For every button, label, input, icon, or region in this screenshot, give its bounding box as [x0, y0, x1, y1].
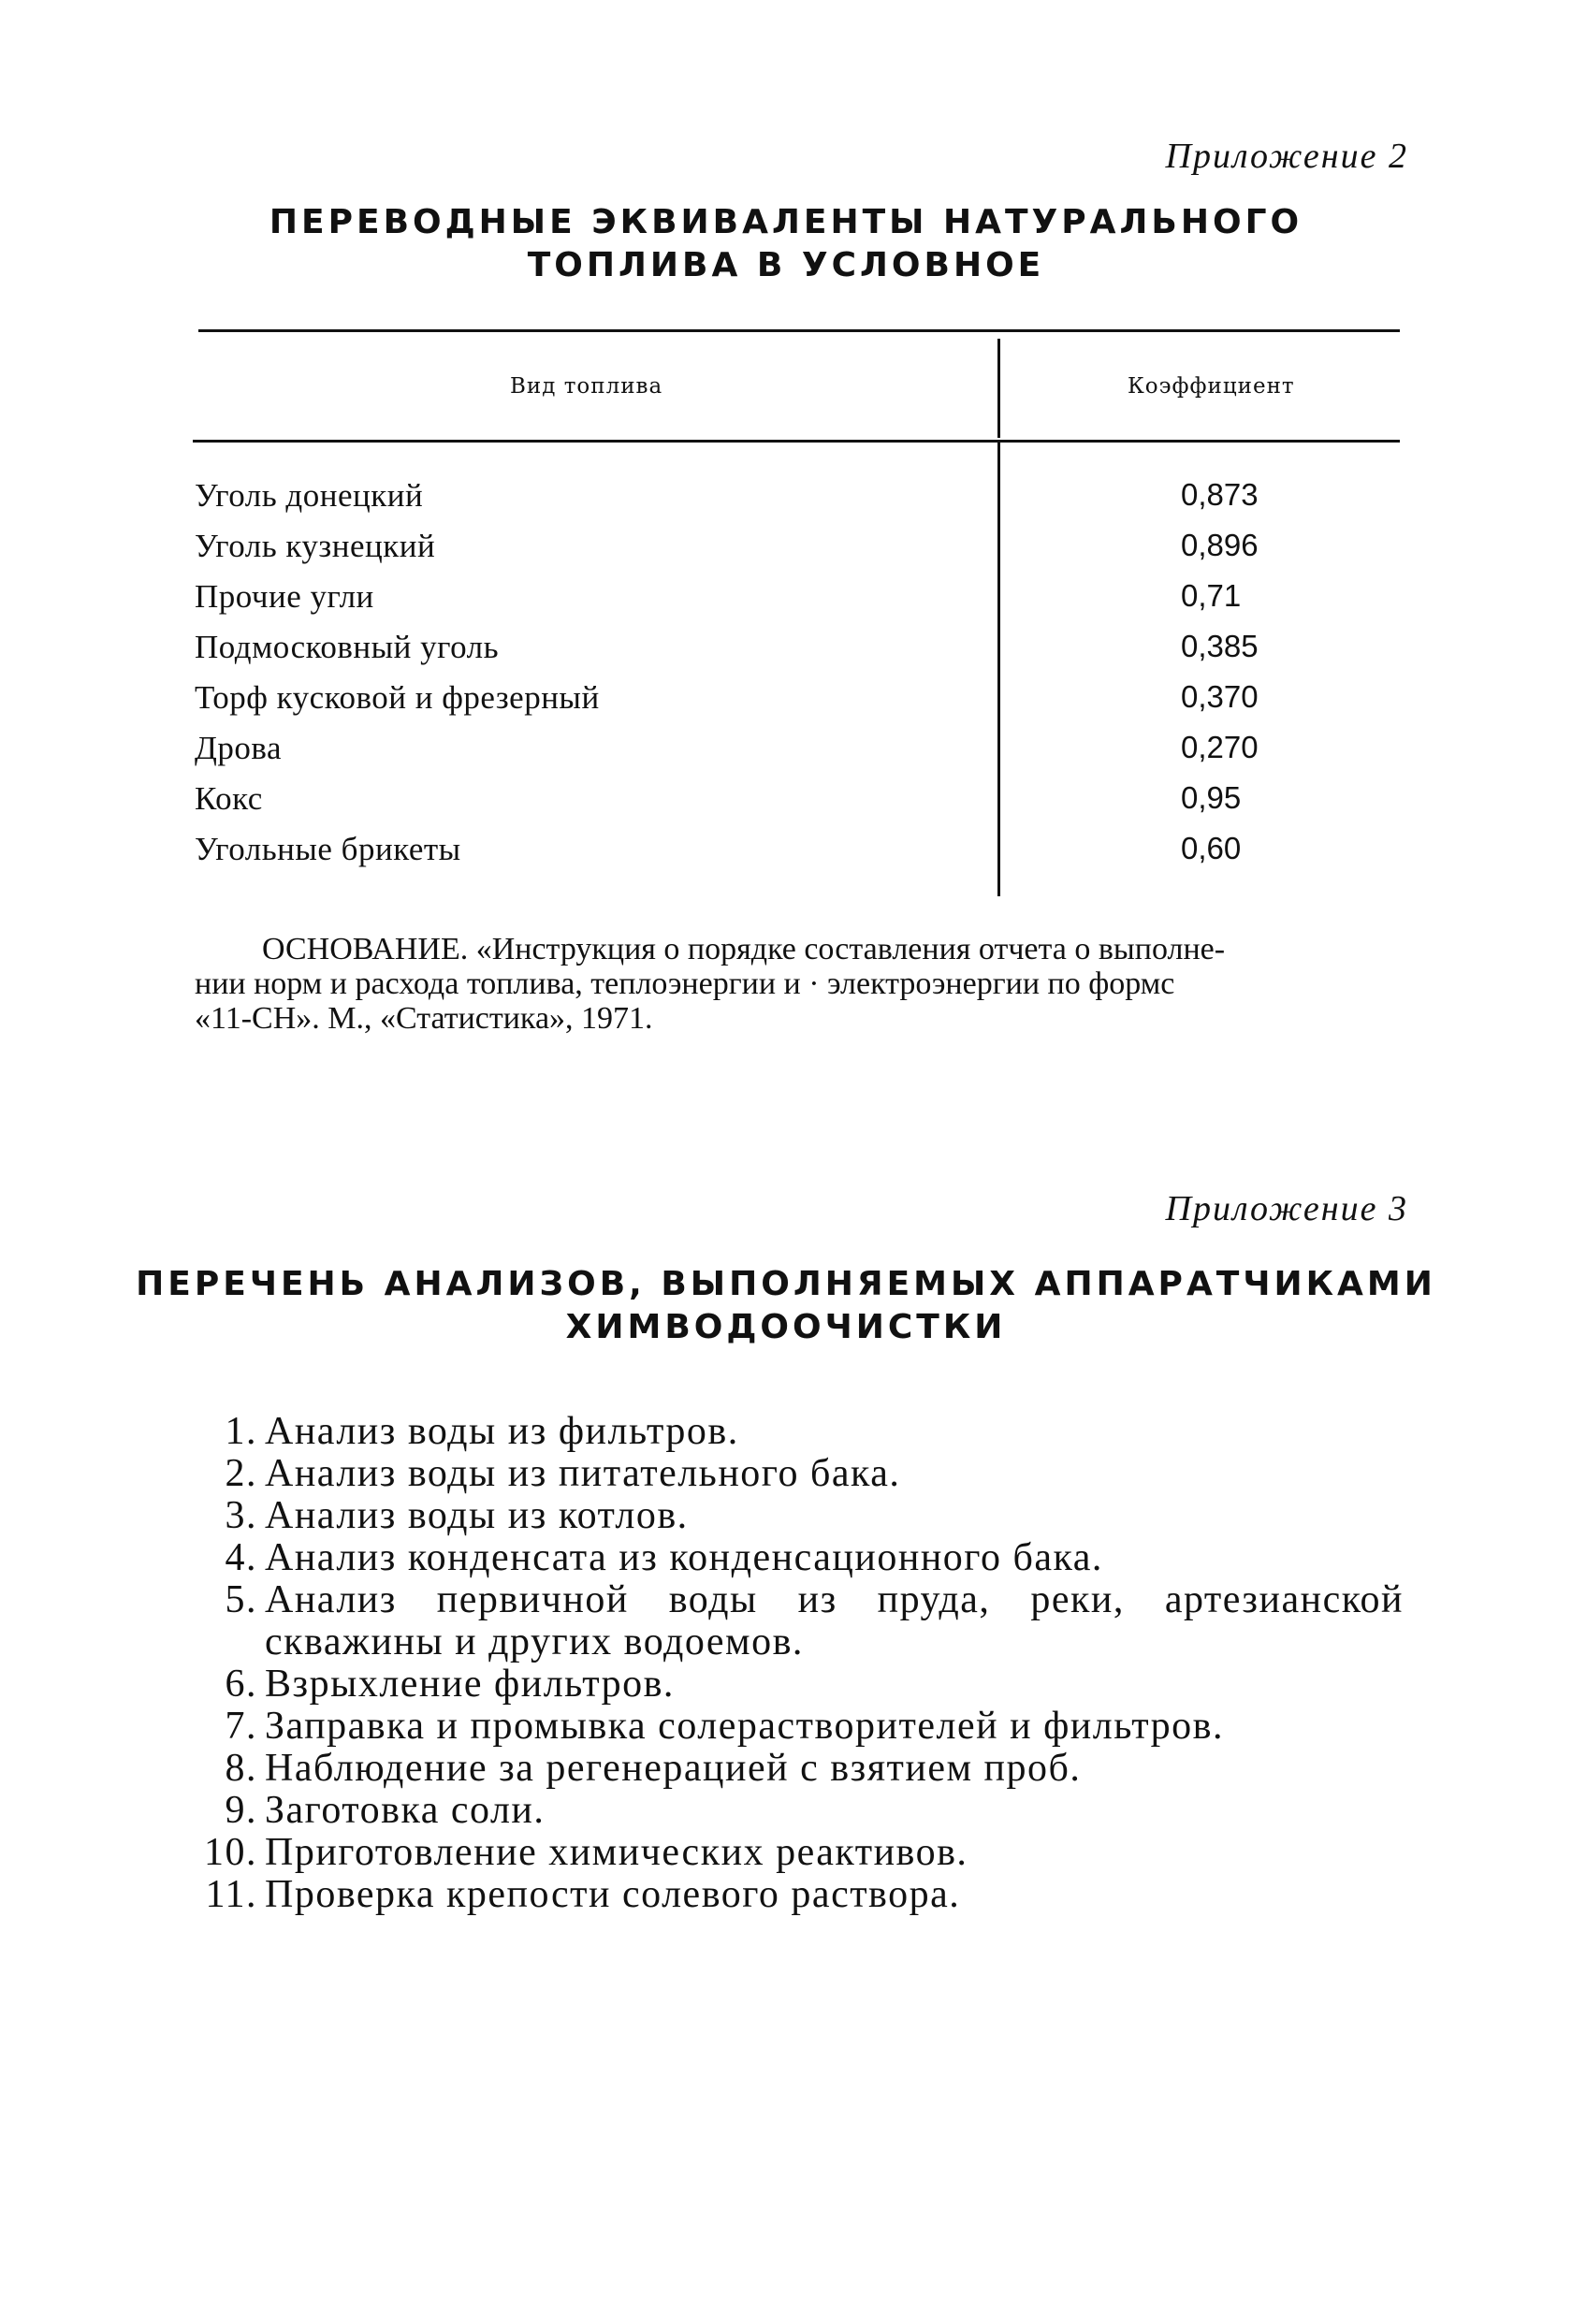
source-note-line-1: ОСНОВАНИЕ. «Инструкция о порядке составления отчета о выполне-	[262, 932, 1226, 966]
list-item	[187, 1790, 1404, 1832]
list-item	[187, 1537, 1404, 1579]
list-item	[187, 1453, 1404, 1495]
list-item-number: 11.	[205, 1873, 257, 1916]
list-item-text: Заправка и промывка солерастворителей и фильтров.	[265, 1705, 1224, 1748]
appendix-3-title	[0, 1263, 1572, 1349]
appendix-3-title-line-2: ХИМВОДООЧИСТКИ	[565, 1308, 1007, 1346]
list-item-number: 5.	[225, 1578, 257, 1621]
fuel-name: Подмосковный уголь	[195, 629, 500, 665]
list-item-number: 4.	[225, 1536, 257, 1579]
list-item	[187, 1663, 1404, 1706]
column-header-fuel-type: Вид топлива	[510, 374, 663, 399]
analysis-list	[187, 1411, 1404, 1916]
list-item-number: 3.	[225, 1494, 257, 1537]
list-item-text: Анализ воды из питательного бака.	[265, 1452, 901, 1495]
list-item-text: Анализ воды из котлов.	[265, 1494, 689, 1537]
fuel-coefficient: 0,873	[1181, 477, 1259, 512]
fuel-coefficient: 0,95	[1181, 780, 1242, 815]
fuel-name: Торф кусковой и фрезерный	[195, 679, 600, 716]
appendix-2-label: Приложение 2	[1165, 137, 1408, 176]
list-item-number: 2.	[225, 1452, 257, 1495]
appendix-2-title	[0, 201, 1572, 287]
column-header-coefficient: Коэффициент	[1128, 374, 1295, 399]
fuel-name: Уголь донецкий	[195, 477, 424, 514]
list-item-number: 9.	[225, 1789, 257, 1832]
list-item-number: 1.	[225, 1410, 257, 1453]
fuel-coefficient: 0,896	[1181, 528, 1259, 562]
appendix-2-title-line-1: ПЕРЕВОДНЫЕ ЭКВИВАЛЕНТЫ НАТУРАЛЬНОГО	[269, 203, 1303, 241]
list-item-text: Анализ первичной воды из пруда, реки, артезианской скважины и других водоемов.	[265, 1578, 1404, 1663]
list-item	[187, 1706, 1404, 1748]
fuel-coefficient: 0,370	[1181, 679, 1259, 714]
fuel-coefficient: 0,71	[1181, 578, 1242, 613]
list-item-number: 6.	[225, 1663, 257, 1706]
table-header-rule	[193, 440, 1400, 443]
appendix-2-title-line-2: ТОПЛИВА В УСЛОВНОЕ	[527, 246, 1045, 284]
list-item-text: Проверка крепости солевого раствора.	[265, 1873, 961, 1916]
list-item	[187, 1874, 1404, 1916]
list-item-text: Приготовление химических реактивов.	[265, 1831, 968, 1874]
fuel-name: Угольные брикеты	[195, 831, 461, 867]
fuel-coefficient: 0,385	[1181, 629, 1259, 663]
list-item-number: 7.	[225, 1705, 257, 1748]
source-note-line-3: «11-СН». М., «Статистика», 1971.	[195, 1001, 653, 1036]
list-item-text: Анализ конденсата из конденсационного бака.	[265, 1536, 1103, 1579]
table-header-divider	[997, 339, 1000, 438]
fuel-name: Дрова	[195, 730, 282, 766]
list-item-text: Взрыхление фильтров.	[265, 1663, 675, 1706]
list-item	[187, 1748, 1404, 1790]
list-item	[187, 1411, 1404, 1453]
list-item-number: 8.	[225, 1747, 257, 1790]
fuel-coefficient: 0,270	[1181, 730, 1259, 764]
list-item	[187, 1832, 1404, 1874]
list-item-number: 10.	[204, 1831, 257, 1874]
list-item-text: Наблюдение за регенерацией с взятием проб.	[265, 1747, 1082, 1790]
list-item-text: Анализ воды из фильтров.	[265, 1410, 739, 1453]
list-item	[187, 1495, 1404, 1537]
fuel-name: Кокс	[195, 780, 263, 817]
fuel-coefficient: 0,60	[1181, 831, 1242, 865]
fuel-name: Уголь кузнецкий	[195, 528, 436, 564]
list-item-text: Заготовка соли.	[265, 1789, 546, 1832]
table-top-rule	[198, 329, 1400, 332]
fuel-name: Прочие угли	[195, 578, 374, 615]
appendix-3-title-line-1: ПЕРЕЧЕНЬ АНАЛИЗОВ, ВЫПОЛНЯЕМЫХ АППАРАТЧИКАМИ	[136, 1265, 1436, 1303]
table-body-divider	[997, 442, 1000, 896]
source-note	[195, 932, 1400, 1036]
appendix-3-label: Приложение 3	[1165, 1189, 1408, 1228]
source-note-line-2: нии норм и расхода топлива, теплоэнергии и · электроэнергии по формс	[195, 966, 1175, 1001]
list-item	[187, 1579, 1404, 1663]
